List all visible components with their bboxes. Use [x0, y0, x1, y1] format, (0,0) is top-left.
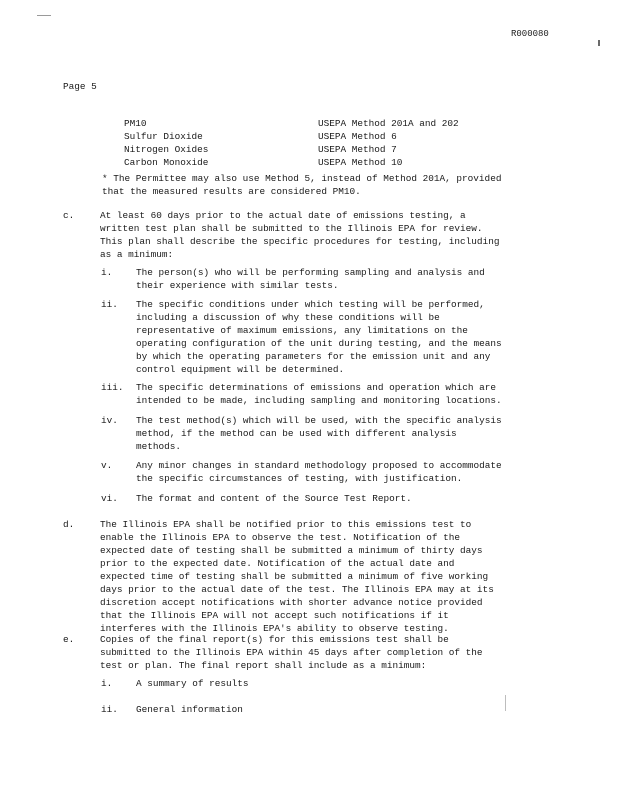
- text-line: written test plan shall be submitted to the Illinois EPA for review.: [100, 223, 483, 234]
- text-line: expected time of testing shall be submitted a minimum of five working: [100, 571, 489, 582]
- method-name: USEPA Method 10: [318, 157, 403, 168]
- text-line: discretion accept notifications with shorter advance notice provided: [100, 597, 483, 608]
- text-line: expected date of testing shall be submitted a minimum of thirty days: [100, 545, 483, 556]
- item-number: i.: [101, 678, 113, 689]
- text-line: Copies of the final report(s) for this emissions test shall be: [100, 634, 449, 645]
- method-name: USEPA Method 201A and 202: [318, 118, 459, 129]
- method-row: [124, 130, 564, 143]
- text-line: by which the operating parameters for the emission unit and any: [136, 351, 491, 362]
- footnote-line: * The Permittee may also use Method 5, instead of Method 201A, provided: [102, 173, 502, 184]
- item-number: iv.: [101, 415, 118, 426]
- text-line: The format and content of the Source Test Report.: [136, 493, 412, 504]
- item-text: [136, 492, 412, 505]
- item-text: [136, 703, 243, 716]
- text-line: The specific conditions under which testing will be performed,: [136, 299, 485, 310]
- text-line: This plan shall describe the specific procedures for testing, including: [100, 236, 500, 247]
- item-number: v.: [101, 460, 113, 471]
- text-line: interferes with the Illinois EPA's ability to observe testing.: [100, 623, 449, 634]
- section-text: [100, 518, 494, 635]
- section-letter: c.: [63, 210, 75, 221]
- text-line: enable the Illinois EPA to observe the test. Notification of the: [100, 532, 461, 543]
- method-name: USEPA Method 6: [318, 131, 397, 142]
- section-text: [100, 633, 483, 672]
- method-row: [124, 156, 564, 169]
- text-line: days prior to the actual date of the test. The Illinois EPA may at its: [100, 584, 494, 595]
- text-line: The test method(s) which will be used, with the specific analysis: [136, 415, 502, 426]
- text-line: The Illinois EPA shall be notified prior to this emissions test to: [100, 519, 472, 530]
- text-line: operating configuration of the unit during testing, and the means: [136, 338, 502, 349]
- footnote: [96, 172, 566, 198]
- footnote-line: that the measured results are considered PM10.: [102, 186, 361, 197]
- text-line: control equipment will be determined.: [136, 364, 345, 375]
- text-line: their experience with similar tests.: [136, 280, 339, 291]
- section-letter: e.: [63, 634, 75, 645]
- item-number: ii.: [101, 704, 118, 715]
- text-line: prior to the expected date. Notification of the actual date and: [100, 558, 455, 569]
- text-line: intended to be made, including sampling and monitoring locations.: [136, 395, 502, 406]
- text-line: including a discussion of why these conditions will be: [136, 312, 440, 323]
- pollutant-name: PM10: [124, 118, 147, 129]
- text-line: submitted to the Illinois EPA within 45 days after completion of the: [100, 647, 483, 658]
- text-line: methods.: [136, 441, 182, 452]
- item-number: i.: [101, 267, 113, 278]
- scan-mark: [505, 695, 506, 711]
- item-number: iii.: [101, 382, 124, 393]
- text-line: Any minor changes in standard methodology proposed to accommodate: [136, 460, 502, 471]
- scan-mark: [37, 15, 51, 16]
- item-number: ii.: [101, 299, 118, 310]
- item-number: vi.: [101, 493, 118, 504]
- text-line: General information: [136, 704, 243, 715]
- section-text: [100, 209, 499, 261]
- pollutant-name: Sulfur Dioxide: [124, 131, 203, 142]
- text-line: The specific determinations of emissions and operation which are: [136, 382, 497, 393]
- page-number: Page 5: [63, 81, 97, 92]
- document-id: R000080: [511, 29, 549, 39]
- text-line: as a minimum:: [100, 249, 174, 260]
- text-line: At least 60 days prior to the actual date of emissions testing, a: [100, 210, 466, 221]
- method-name: USEPA Method 7: [318, 144, 397, 155]
- test-methods-table: [124, 117, 564, 169]
- item-text: [136, 381, 502, 407]
- item-text: [136, 459, 502, 485]
- text-line: test or plan. The final report shall include as a minimum:: [100, 660, 427, 671]
- item-text: [136, 414, 502, 453]
- method-row: [124, 117, 564, 130]
- pollutant-name: Carbon Monoxide: [124, 157, 209, 168]
- text-line: representative of maximum emissions, any limitations on the: [136, 325, 468, 336]
- text-line: the specific circumstances of testing, with justification.: [136, 473, 463, 484]
- section-letter: d.: [63, 519, 75, 530]
- scan-mark: [598, 40, 600, 46]
- method-row: [124, 143, 564, 156]
- text-line: that the Illinois EPA will not accept such notifications if it: [100, 610, 449, 621]
- pollutant-name: Nitrogen Oxides: [124, 144, 209, 155]
- item-text: [136, 266, 485, 292]
- text-line: The person(s) who will be performing sampling and analysis and: [136, 267, 485, 278]
- text-line: method, if the method can be used with different analysis: [136, 428, 457, 439]
- text-line: A summary of results: [136, 678, 249, 689]
- item-text: [136, 677, 249, 690]
- item-text: [136, 298, 502, 376]
